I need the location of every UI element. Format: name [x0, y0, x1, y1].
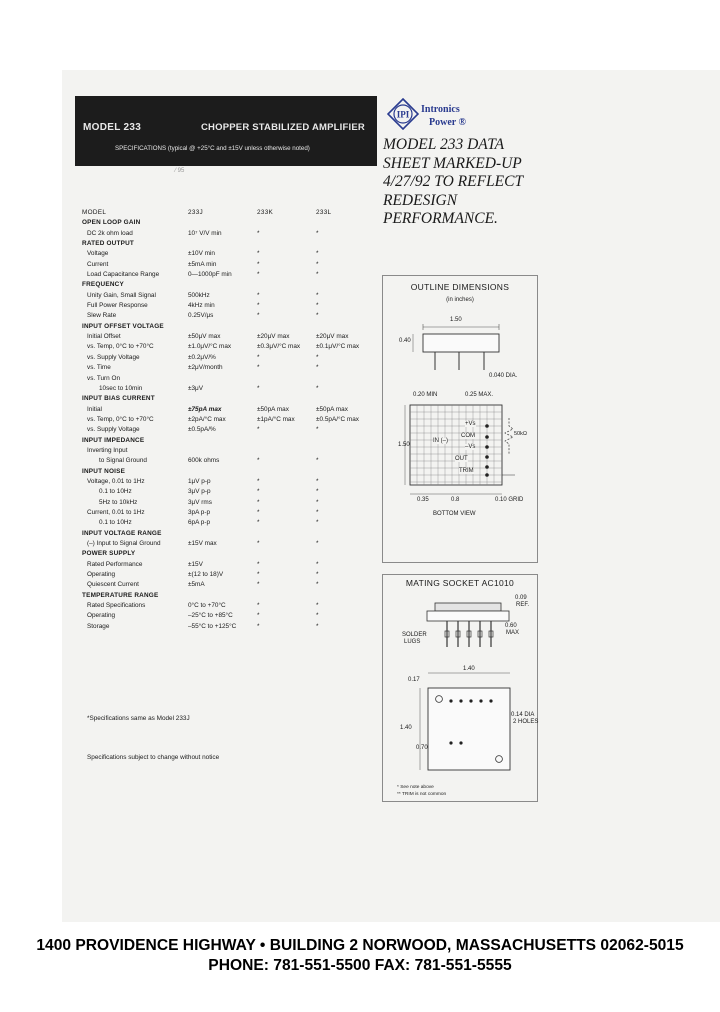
value-233k: *: [257, 581, 260, 589]
value-233l: *: [316, 364, 319, 372]
socket-height-dim: 1.40: [400, 725, 412, 731]
table-row: [82, 622, 382, 632]
row-label: OPEN LOOP GAIN: [82, 219, 141, 227]
table-row: [82, 384, 382, 394]
value-233j: 10⁷ V/V min: [188, 229, 222, 237]
table-row: [82, 249, 382, 259]
value-233k: *: [257, 540, 260, 547]
markup-note-line: 4/27/92 TO REFLECT: [383, 173, 524, 190]
row-label: INPUT BIAS CURRENT: [82, 395, 155, 403]
value-233k: *: [257, 622, 260, 630]
value-233l: *: [316, 260, 319, 268]
value-233k: *: [257, 291, 260, 299]
ipi-logo-icon: [387, 98, 419, 130]
pin-label-trim: TRIM: [459, 468, 474, 474]
row-label: 0.1 to 10Hz: [99, 519, 132, 527]
table-row: [82, 425, 382, 435]
row-label: vs. Time: [87, 364, 111, 372]
value-233l: ±0.1μV/°C max: [316, 343, 360, 351]
solder-lugs-label2: LUGS: [404, 639, 421, 645]
header-banner: [75, 96, 377, 166]
value-233j: ±75pA max: [188, 405, 222, 413]
logo-mark-text: IPI: [396, 109, 410, 120]
footnote-same: *Specifications same as Model 233J: [87, 715, 190, 722]
value-233k: *: [257, 508, 260, 516]
row-label: vs. Temp, 0°C to +70°C: [87, 343, 154, 351]
row-label: INPUT OFFSET VOLTAGE: [82, 322, 164, 330]
row-label: Quiescent Current: [87, 581, 139, 589]
value-233j: –55°C to +125°C: [188, 622, 237, 630]
row-label: Initial Offset: [87, 333, 121, 341]
table-row: [82, 560, 382, 570]
value-233k: ±1pA/°C max: [257, 415, 295, 423]
value-233l: *: [316, 229, 319, 237]
row-label: Storage: [87, 622, 110, 630]
row-label: vs. Temp, 0°C to +70°C: [87, 415, 154, 423]
value-233l: *: [316, 612, 319, 620]
value-233l: *: [316, 302, 319, 310]
row-label: Voltage: [87, 250, 109, 258]
pin-label-com: COM: [461, 433, 475, 439]
value-233l: *: [316, 250, 319, 258]
table-row: [82, 260, 382, 270]
row-label: Unity Gain, Small Signal: [87, 291, 156, 299]
value-233j: ±5mA: [188, 581, 205, 589]
table-row: [82, 518, 382, 528]
row-label: 0.1 to 10Hz: [99, 488, 132, 496]
row-label: Inverting Input: [87, 446, 128, 454]
value-233l: *: [316, 488, 319, 496]
value-233k: *: [257, 457, 260, 465]
value-233k: *: [257, 229, 260, 237]
value-233j: ±50μV max: [188, 333, 221, 341]
socket-max-label: MAX: [506, 630, 520, 636]
dim-width: 1.50: [450, 317, 462, 323]
row-label: Rated Performance: [87, 560, 143, 568]
row-label: Current: [87, 260, 109, 268]
table-row: [82, 456, 382, 466]
table-row: [82, 498, 382, 508]
table-row: [82, 301, 382, 311]
row-label: vs. Supply Voltage: [87, 426, 140, 434]
value-233j: 4kHz min: [188, 302, 215, 310]
row-label: RATED OUTPUT: [82, 240, 134, 248]
value-233j: ±(12 to 18)V: [188, 571, 224, 579]
mating-socket-panel: [382, 574, 538, 802]
row-label: Initial: [87, 405, 102, 413]
dim-pitch1: 0.35: [417, 497, 429, 503]
value-233j: 3μV rms: [188, 498, 212, 506]
socket-holes-dim: 0.14 DIA: [511, 712, 535, 718]
table-row: [82, 405, 382, 415]
row-label: Operating: [87, 571, 116, 579]
table-row: [82, 342, 382, 352]
table-row: [82, 311, 382, 321]
value-233k: *: [257, 519, 260, 527]
value-233k: *: [257, 250, 260, 258]
company-name-line1: Intronics: [421, 104, 460, 115]
table-row: [82, 291, 382, 301]
table-section-heading: [82, 280, 382, 290]
table-section-heading: [82, 591, 382, 601]
value-233l: *: [316, 312, 319, 320]
value-233l: *: [316, 560, 319, 568]
table-row: [82, 363, 382, 373]
value-233l: *: [316, 271, 319, 279]
value-233l: *: [316, 353, 319, 361]
value-233k: *: [257, 302, 260, 310]
value-233l: *: [316, 426, 319, 434]
value-233k: *: [257, 271, 260, 279]
specs-conditions: SPECIFICATIONS (typical @ +25°C and ±15V unless otherwise noted): [115, 145, 310, 152]
row-label: 10sec to 10min: [99, 384, 143, 392]
table-row: [82, 570, 382, 580]
value-233l: *: [316, 498, 319, 506]
value-233j: ±15V: [188, 560, 203, 568]
row-label: (–) Input to Signal Ground: [87, 540, 161, 547]
view-label: BOTTOM VIEW: [433, 511, 476, 517]
phone-fax-line: PHONE: 781-551-5500 FAX: 781-551-5555: [208, 957, 512, 974]
row-label: Slew Rate: [87, 312, 117, 320]
value-233k: *: [257, 498, 260, 506]
value-233l: *: [316, 540, 319, 547]
value-233k: *: [257, 260, 260, 268]
value-233j: 500kHz: [188, 291, 210, 299]
value-233k: ±0.3μV/°C max: [257, 343, 301, 351]
value-233j: ±2pA/°C max: [188, 415, 226, 423]
socket-note1: * See note above: [397, 785, 434, 790]
outline-title: OUTLINE DIMENSIONS: [410, 282, 510, 292]
specifications-table: [82, 208, 382, 632]
value-233j: ±5mA min: [188, 260, 217, 268]
value-233j: ±1.0μV/°C max: [188, 343, 232, 351]
value-233j: 0.25V/μs: [188, 312, 214, 320]
faint-stamp: ⁄ 95: [175, 168, 185, 174]
value-233k: *: [257, 353, 260, 361]
outline-dimensions-panel: [382, 275, 538, 563]
dim-pitch2: 0.8: [451, 497, 460, 503]
table-row: [82, 508, 382, 518]
value-233l: ±50pA max: [316, 405, 348, 413]
value-233j: 6pA p-p: [188, 519, 211, 527]
value-233l: *: [316, 291, 319, 299]
value-233j: ±10V min: [188, 250, 215, 258]
row-label: Rated Specifications: [87, 602, 146, 610]
dim-pin-max: 0.25 MAX.: [465, 392, 494, 398]
table-row: [82, 446, 382, 456]
socket-note2: ** TRIM is not common: [397, 792, 447, 797]
column-header: 233J: [188, 209, 204, 216]
row-label: INPUT VOLTAGE RANGE: [82, 529, 162, 537]
row-label: Load Capacitance Range: [87, 271, 160, 279]
company-name-line2: Power ®: [429, 117, 466, 128]
row-label: to Signal Ground: [99, 457, 147, 465]
value-233l: *: [316, 508, 319, 516]
value-233k: *: [257, 560, 260, 568]
row-label: Full Power Response: [87, 302, 148, 310]
value-233k: *: [257, 477, 260, 485]
dim-grid: 0.10 GRID: [495, 497, 524, 503]
row-label: Operating: [87, 612, 116, 620]
table-row: [82, 374, 382, 384]
socket-offset-dim: 0.17: [408, 677, 420, 683]
value-233j: ±0.5pA/%: [188, 426, 216, 434]
value-233j: ±0.2μV/%: [188, 353, 216, 361]
markup-note: [383, 136, 523, 229]
value-233l: ±0.5pA/°C max: [316, 415, 360, 423]
value-233k: *: [257, 488, 260, 496]
row-label: vs. Supply Voltage: [87, 353, 140, 361]
table-section-heading: [82, 436, 382, 446]
value-233k: *: [257, 384, 260, 392]
table-section-heading: [82, 394, 382, 404]
socket-width-dim: 1.40: [463, 666, 475, 672]
table-row: [82, 611, 382, 621]
socket-max-dim: 0.60: [505, 623, 517, 629]
product-title: CHOPPER STABILIZED AMPLIFIER: [201, 122, 365, 133]
table-row: [82, 353, 382, 363]
table-row: [82, 601, 382, 611]
value-233l: *: [316, 457, 319, 465]
solder-lugs-label: SOLDER: [402, 632, 427, 638]
row-label: POWER SUPPLY: [82, 550, 136, 558]
markup-note-line: PERFORMANCE.: [383, 210, 498, 227]
value-233j: –25°C to +85°C: [188, 612, 233, 620]
model-number: MODEL 233: [83, 122, 142, 133]
value-233k: *: [257, 571, 260, 579]
table-header-row: [82, 208, 382, 218]
column-header: MODEL: [82, 209, 107, 216]
value-233l: *: [316, 622, 319, 630]
markup-note-line: REDESIGN: [383, 191, 458, 209]
table-row: [82, 539, 382, 549]
value-233j: 0°C to +70°C: [188, 602, 226, 610]
pin-label-vs-plus: +Vs: [465, 421, 476, 427]
pin-label-in: IN (–): [433, 438, 448, 444]
row-label: DC 2k ohm load: [87, 229, 133, 237]
dim-height-bottom: 1.50: [398, 442, 410, 448]
value-233j: ±3μV: [188, 384, 204, 392]
company-address: [0, 936, 720, 976]
table-section-heading: [82, 529, 382, 539]
value-233k: *: [257, 612, 260, 620]
table-row: [82, 415, 382, 425]
table-row: [82, 332, 382, 342]
value-233l: *: [316, 571, 319, 579]
value-233k: ±50pA max: [257, 405, 289, 413]
dim-height-side: 0.40: [399, 338, 411, 344]
row-label: vs. Turn On: [87, 374, 121, 382]
table-section-heading: [82, 239, 382, 249]
row-label: INPUT NOISE: [82, 467, 126, 475]
pin-label-out: OUT: [455, 456, 468, 462]
socket-drawing: [383, 575, 539, 803]
value-233l: *: [316, 384, 319, 392]
value-233j: 3μV p-p: [188, 488, 211, 496]
dim-pin-min: 0.20 MIN: [413, 392, 438, 398]
row-label: Voltage, 0.01 to 1Hz: [87, 477, 145, 485]
column-header: 233K: [257, 209, 274, 216]
value-233j: ±15V max: [188, 540, 217, 547]
value-233k: *: [257, 312, 260, 320]
socket-ref-dim: 0.09: [515, 595, 527, 601]
value-233k: ±20μV max: [257, 333, 290, 341]
address-line: 1400 PROVIDENCE HIGHWAY • BUILDING 2 NORWOOD, MASSACHUSETTS 02062-5015: [36, 937, 684, 954]
value-233l: *: [316, 477, 319, 485]
row-label: INPUT IMPEDANCE: [82, 436, 145, 444]
table-row: [82, 229, 382, 239]
value-233k: *: [257, 364, 260, 372]
value-233l: *: [316, 602, 319, 610]
row-label: TEMPERATURE RANGE: [82, 591, 159, 599]
socket-ref-label: REF.: [516, 602, 530, 608]
table-row: [82, 477, 382, 487]
markup-note-line: MODEL 233 DATA: [383, 136, 505, 153]
value-233k: *: [257, 426, 260, 434]
socket-title: MATING SOCKET AC1010: [405, 578, 515, 588]
value-233l: *: [316, 581, 319, 589]
footnote-notice: Specifications subject to change without notice: [87, 754, 220, 761]
value-233l: *: [316, 519, 319, 527]
row-label: FREQUENCY: [82, 281, 124, 289]
table-section-heading: [82, 322, 382, 332]
table-section-heading: [82, 467, 382, 477]
column-header: 233L: [316, 209, 332, 216]
value-233l: ±20μV max: [316, 333, 349, 341]
table-row: [82, 580, 382, 590]
table-row: [82, 487, 382, 497]
dim-pin-dia: 0.040 DIA.: [489, 373, 518, 379]
outline-subtitle: (in inches): [446, 297, 474, 303]
row-label: 5Hz to 10kHz: [99, 498, 138, 506]
table-row: [82, 270, 382, 280]
socket-holes-count: 2 HOLES: [513, 719, 539, 725]
socket-inner-dim: 0.70: [416, 745, 428, 751]
row-label: Current, 0.01 to 1Hz: [87, 508, 145, 516]
table-section-heading: [82, 549, 382, 559]
value-233j: 600k ohms: [188, 457, 220, 465]
value-233j: 0—1000pF min: [188, 271, 232, 279]
company-name: [421, 103, 466, 129]
markup-note-line: SHEET MARKED-UP: [383, 154, 522, 172]
pin-label-vs-minus: –Vs: [465, 444, 476, 450]
value-233j: 1μV p-p: [188, 477, 211, 485]
trim-pot-value: 50kΩ: [514, 431, 527, 437]
table-section-heading: [82, 218, 382, 228]
value-233j: 3pA p-p: [188, 508, 211, 516]
value-233k: *: [257, 602, 260, 610]
value-233j: ±2μV/month: [188, 364, 223, 372]
